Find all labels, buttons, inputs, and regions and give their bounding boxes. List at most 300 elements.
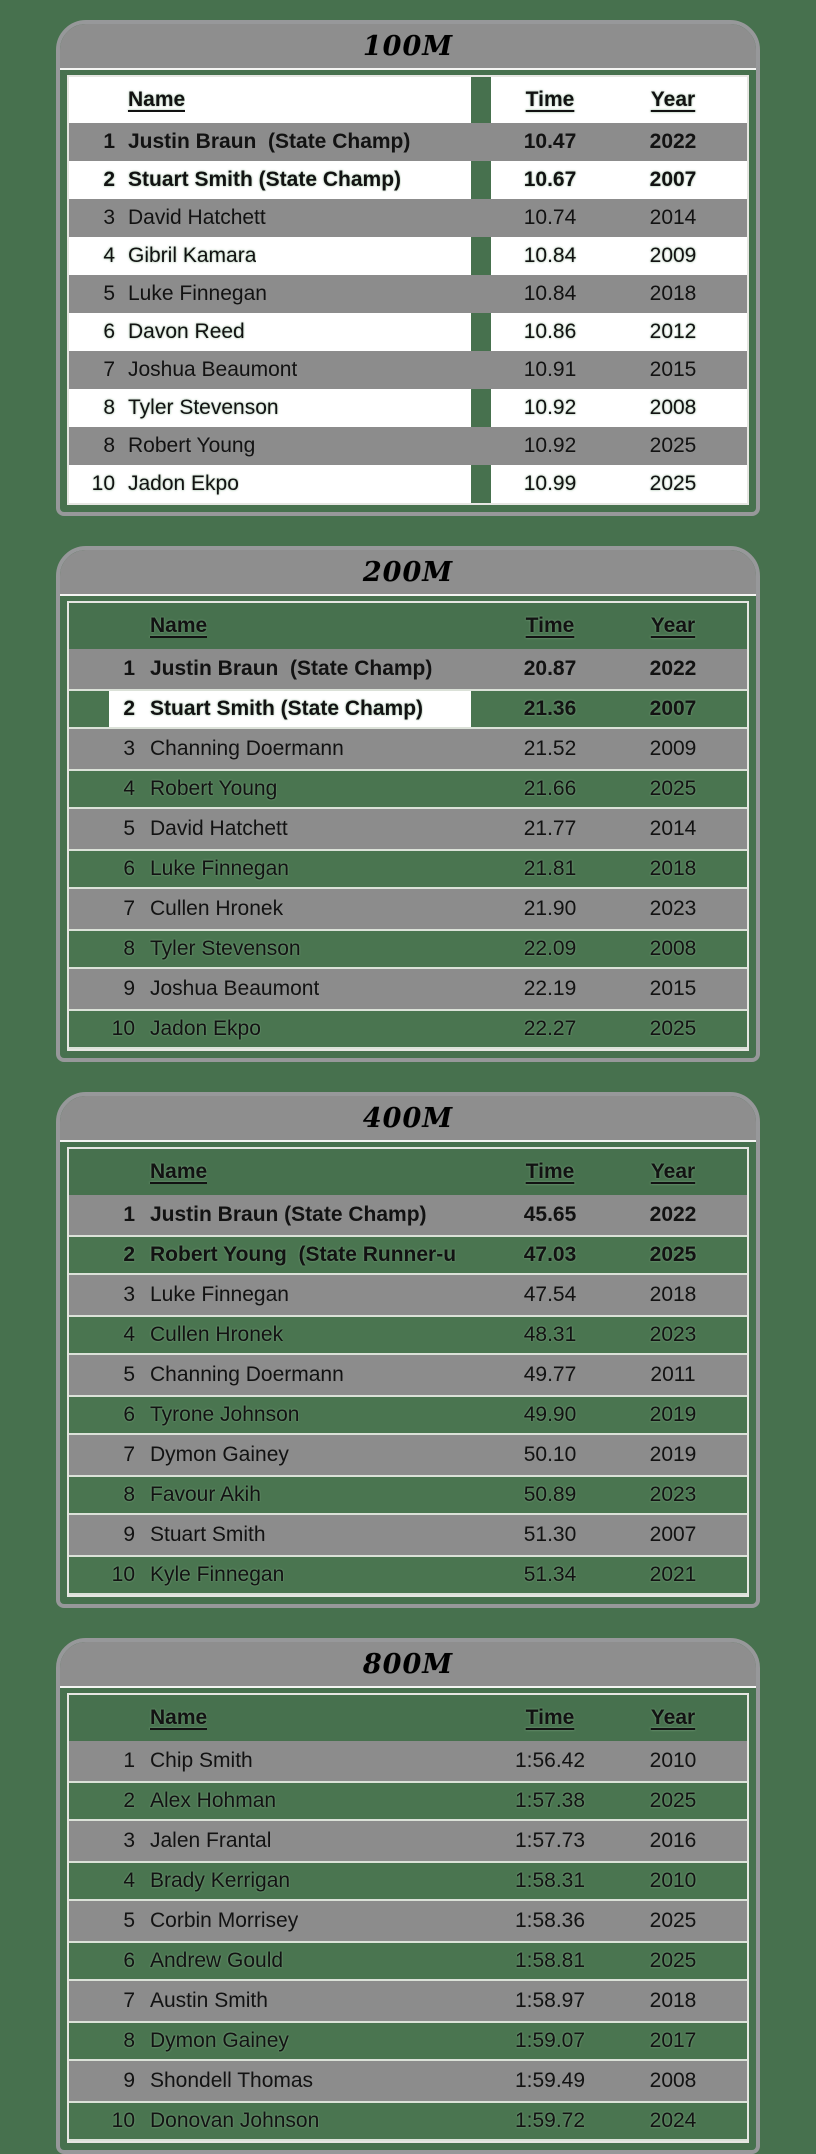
header-values-segment xyxy=(491,1149,747,1195)
column-header-time: Time xyxy=(525,614,575,637)
rank-cell: 1 xyxy=(123,657,135,680)
record-row xyxy=(69,1435,747,1475)
name-cell: Channing Doermann xyxy=(150,737,344,760)
rank-cell: 4 xyxy=(123,1323,135,1346)
row-name-segment xyxy=(69,1275,471,1315)
time-cell: 1:58.31 xyxy=(514,1869,586,1892)
year-cell: 2025 xyxy=(649,1017,697,1040)
row-name-segment xyxy=(69,1397,471,1433)
name-cell: Davon Reed xyxy=(128,320,245,343)
record-row xyxy=(69,2061,747,2101)
record-row xyxy=(69,1981,747,2021)
row-name-segment xyxy=(69,969,471,1009)
name-cell: Robert Young (State Runner-u xyxy=(150,1243,457,1266)
column-divider xyxy=(471,1195,491,1235)
row-name-segment xyxy=(69,809,471,849)
row-name-segment xyxy=(69,649,471,689)
header-row xyxy=(69,1695,747,1741)
column-divider xyxy=(471,1741,491,1781)
name-cell: Tyler Stevenson xyxy=(128,396,279,419)
record-row xyxy=(69,1741,747,1781)
rank-cell: 8 xyxy=(123,1483,135,1506)
rank-cell: 6 xyxy=(123,1403,135,1426)
row-name-segment xyxy=(69,851,471,887)
record-row xyxy=(69,1275,747,1315)
rank-cell: 3 xyxy=(103,206,115,229)
record-table-800m xyxy=(56,1638,760,2154)
row-values-segment xyxy=(491,1515,747,1555)
row-values-segment xyxy=(491,427,747,465)
record-row xyxy=(69,351,747,389)
row-values-segment xyxy=(491,649,747,689)
row-name-segment xyxy=(69,351,471,389)
column-divider xyxy=(471,691,491,727)
rank-cell: 10 xyxy=(111,1563,135,1586)
header-row xyxy=(69,603,747,649)
column-header-year: Year xyxy=(650,88,696,111)
time-cell: 22.19 xyxy=(523,977,577,1000)
rank-cell: 9 xyxy=(123,977,135,1000)
time-cell: 1:59.72 xyxy=(514,2109,586,2132)
row-name-segment xyxy=(69,771,471,807)
row-name-segment xyxy=(69,389,471,427)
rank-cell: 7 xyxy=(123,1443,135,1466)
year-cell: 2025 xyxy=(649,777,697,800)
header-name-segment xyxy=(69,1695,471,1741)
row-values-segment xyxy=(491,1275,747,1315)
rank-cell: 2 xyxy=(123,1789,135,1812)
column-divider xyxy=(471,2023,491,2059)
time-cell: 10.84 xyxy=(523,282,577,305)
year-cell: 2022 xyxy=(649,1203,697,1226)
row-values-segment xyxy=(491,1557,747,1593)
year-cell: 2012 xyxy=(649,320,697,343)
time-cell: 1:58.81 xyxy=(514,1949,586,1972)
header-values-segment xyxy=(491,1695,747,1741)
time-cell: 51.34 xyxy=(523,1563,577,1586)
row-values-segment xyxy=(491,1901,747,1941)
rank-cell: 7 xyxy=(123,1989,135,2012)
rank-cell: 5 xyxy=(123,817,135,840)
column-divider xyxy=(471,649,491,689)
row-values-segment xyxy=(491,389,747,427)
name-cell: Justin Braun (State Champ) xyxy=(128,130,411,153)
record-row xyxy=(69,1515,747,1555)
column-divider xyxy=(471,889,491,929)
time-cell: 22.27 xyxy=(523,1017,577,1040)
row-name-segment xyxy=(69,199,471,237)
year-cell: 2025 xyxy=(649,1949,697,1972)
record-row xyxy=(69,1195,747,1235)
rank-cell: 3 xyxy=(123,1829,135,1852)
record-row xyxy=(69,689,747,729)
column-divider xyxy=(471,77,491,123)
column-header-year: Year xyxy=(650,1706,696,1729)
row-name-segment xyxy=(69,931,471,967)
time-cell: 49.90 xyxy=(523,1403,577,1426)
name-cell: Shondell Thomas xyxy=(150,2069,314,2092)
time-cell: 10.99 xyxy=(523,472,577,495)
name-cell: Justin Braun (State Champ) xyxy=(150,657,433,680)
table-title: 400M xyxy=(362,1102,454,1134)
time-cell: 1:57.38 xyxy=(514,1789,586,1812)
year-cell: 2025 xyxy=(649,472,697,495)
year-cell: 2019 xyxy=(649,1443,697,1466)
column-divider xyxy=(471,1943,491,1979)
year-cell: 2025 xyxy=(649,1909,697,1932)
time-cell: 50.89 xyxy=(523,1483,577,1506)
name-cell: Luke Finnegan xyxy=(150,857,289,880)
row-name-segment xyxy=(69,2061,471,2101)
name-cell: Alex Hohman xyxy=(150,1789,277,1812)
year-cell: 2019 xyxy=(649,1403,697,1426)
year-cell: 2017 xyxy=(649,2029,697,2052)
time-cell: 47.54 xyxy=(523,1283,577,1306)
record-table-100m xyxy=(56,20,760,516)
row-values-segment xyxy=(491,275,747,313)
record-row xyxy=(69,969,747,1009)
year-cell: 2018 xyxy=(649,1989,697,2012)
column-divider xyxy=(471,1695,491,1741)
column-header-name: Name xyxy=(150,614,208,637)
name-cell: Jadon Ekpo xyxy=(150,1017,261,1040)
rank-cell: 4 xyxy=(103,244,115,267)
row-values-segment xyxy=(491,2023,747,2059)
column-header-year: Year xyxy=(650,1160,696,1183)
record-row xyxy=(69,1009,747,1049)
rank-cell: 1 xyxy=(123,1203,135,1226)
year-cell: 2009 xyxy=(649,244,697,267)
year-cell: 2007 xyxy=(649,1523,697,1546)
name-cell: Stuart Smith (State Champ) xyxy=(128,168,402,191)
record-row xyxy=(69,1555,747,1595)
rank-cell: 6 xyxy=(103,320,115,343)
column-divider xyxy=(471,729,491,769)
year-cell: 2021 xyxy=(649,1563,697,1586)
column-divider xyxy=(471,389,491,427)
column-divider xyxy=(471,465,491,503)
time-cell: 50.10 xyxy=(523,1443,577,1466)
row-values-segment xyxy=(491,199,747,237)
column-divider xyxy=(471,1515,491,1555)
year-cell: 2008 xyxy=(649,937,697,960)
record-row xyxy=(69,809,747,849)
table-body xyxy=(67,75,749,505)
row-name-segment xyxy=(69,1237,471,1273)
time-cell: 45.65 xyxy=(523,1203,577,1226)
record-row xyxy=(69,123,747,161)
record-row xyxy=(69,929,747,969)
name-cell: David Hatchett xyxy=(150,817,288,840)
row-name-segment xyxy=(69,1477,471,1513)
year-cell: 2014 xyxy=(649,206,697,229)
name-cell: Channing Doermann xyxy=(150,1363,344,1386)
row-values-segment xyxy=(491,237,747,275)
year-cell: 2007 xyxy=(649,697,697,720)
name-cell: Justin Braun (State Champ) xyxy=(150,1203,427,1226)
row-name-segment xyxy=(69,729,471,769)
column-divider xyxy=(471,1901,491,1941)
time-cell: 21.66 xyxy=(523,777,577,800)
year-cell: 2023 xyxy=(649,897,697,920)
column-divider xyxy=(471,161,491,199)
column-divider xyxy=(471,1011,491,1047)
year-cell: 2008 xyxy=(649,2069,697,2092)
rank-cell: 5 xyxy=(123,1909,135,1932)
time-cell: 10.86 xyxy=(523,320,577,343)
year-cell: 2014 xyxy=(649,817,697,840)
record-row xyxy=(69,889,747,929)
column-divider xyxy=(471,123,491,161)
row-values-segment xyxy=(491,1355,747,1395)
time-cell: 1:56.42 xyxy=(514,1749,586,1772)
year-cell: 2016 xyxy=(649,1829,697,1852)
column-header-time: Time xyxy=(525,1160,575,1183)
column-divider xyxy=(471,237,491,275)
row-values-segment xyxy=(491,1011,747,1047)
record-row xyxy=(69,1235,747,1275)
column-divider xyxy=(471,351,491,389)
rank-cell: 7 xyxy=(123,897,135,920)
column-divider xyxy=(471,931,491,967)
rank-cell: 8 xyxy=(103,396,115,419)
header-values-segment xyxy=(491,77,747,123)
name-cell: Stuart Smith xyxy=(150,1523,266,1546)
header-name-segment xyxy=(69,1149,471,1195)
time-cell: 21.36 xyxy=(523,697,577,720)
time-cell: 10.92 xyxy=(523,434,577,457)
record-row xyxy=(69,313,747,351)
year-cell: 2009 xyxy=(649,737,697,760)
row-name-segment xyxy=(69,1783,471,1819)
row-name-segment xyxy=(69,691,471,727)
header-name-segment xyxy=(69,603,471,649)
record-row xyxy=(69,199,747,237)
table-title-band xyxy=(60,1096,756,1142)
time-cell: 10.74 xyxy=(523,206,577,229)
record-row xyxy=(69,237,747,275)
name-cell: Stuart Smith (State Champ) xyxy=(150,697,424,720)
row-values-segment xyxy=(491,809,747,849)
rank-cell: 6 xyxy=(123,857,135,880)
row-name-segment xyxy=(69,1557,471,1593)
column-divider xyxy=(471,1317,491,1353)
row-name-segment xyxy=(69,1981,471,2021)
record-row xyxy=(69,1395,747,1435)
row-values-segment xyxy=(491,1741,747,1781)
time-cell: 1:58.97 xyxy=(514,1989,586,2012)
record-row xyxy=(69,649,747,689)
column-header-name: Name xyxy=(128,88,186,111)
name-cell: Gibril Kamara xyxy=(128,244,257,267)
row-values-segment xyxy=(491,2061,747,2101)
name-cell: Dymon Gainey xyxy=(150,2029,289,2052)
rank-cell: 3 xyxy=(123,1283,135,1306)
header-row xyxy=(69,77,747,123)
row-values-segment xyxy=(491,1783,747,1819)
time-cell: 49.77 xyxy=(523,1363,577,1386)
time-cell: 10.91 xyxy=(523,358,577,381)
column-divider xyxy=(471,1981,491,2021)
time-cell: 10.92 xyxy=(523,396,577,419)
table-title-band xyxy=(60,550,756,596)
row-values-segment xyxy=(491,1943,747,1979)
column-header-name: Name xyxy=(150,1160,208,1183)
column-divider xyxy=(471,1557,491,1593)
name-cell: Chip Smith xyxy=(150,1749,253,1772)
row-values-segment xyxy=(491,1435,747,1475)
record-row xyxy=(69,275,747,313)
name-cell: Kyle Finnegan xyxy=(150,1563,285,1586)
time-cell: 21.52 xyxy=(523,737,577,760)
rank-cell: 4 xyxy=(123,1869,135,1892)
name-cell: Robert Young xyxy=(150,777,278,800)
name-cell: Favour Akih xyxy=(150,1483,261,1506)
row-name-segment xyxy=(69,275,471,313)
record-row xyxy=(69,465,747,503)
row-values-segment xyxy=(491,2103,747,2139)
time-cell: 10.47 xyxy=(523,130,577,153)
row-values-segment xyxy=(491,851,747,887)
column-divider xyxy=(471,809,491,849)
rank-cell: 1 xyxy=(123,1749,135,1772)
row-name-segment xyxy=(69,1355,471,1395)
time-cell: 1:57.73 xyxy=(514,1829,586,1852)
record-row xyxy=(69,849,747,889)
year-cell: 2022 xyxy=(649,130,697,153)
row-values-segment xyxy=(491,313,747,351)
row-name-segment xyxy=(69,427,471,465)
year-cell: 2018 xyxy=(649,1283,697,1306)
row-values-segment xyxy=(491,969,747,1009)
column-divider xyxy=(471,1397,491,1433)
column-divider xyxy=(471,1275,491,1315)
column-divider xyxy=(471,1149,491,1195)
row-name-segment xyxy=(69,1901,471,1941)
rank-cell: 1 xyxy=(103,130,115,153)
column-header-year: Year xyxy=(650,614,696,637)
row-values-segment xyxy=(491,1821,747,1861)
column-divider xyxy=(471,603,491,649)
year-cell: 2007 xyxy=(649,168,697,191)
record-table-400m xyxy=(56,1092,760,1608)
rank-cell: 9 xyxy=(123,2069,135,2092)
row-name-segment xyxy=(69,1195,471,1235)
row-name-segment xyxy=(69,1435,471,1475)
row-values-segment xyxy=(491,931,747,967)
table-title-band xyxy=(60,1642,756,1688)
rank-cell: 5 xyxy=(123,1363,135,1386)
record-row xyxy=(69,2021,747,2061)
year-cell: 2023 xyxy=(649,1483,697,1506)
time-cell: 1:58.36 xyxy=(514,1909,586,1932)
column-header-time: Time xyxy=(525,1706,575,1729)
column-divider xyxy=(471,851,491,887)
column-divider xyxy=(471,1783,491,1819)
record-row xyxy=(69,161,747,199)
row-name-segment xyxy=(69,1515,471,1555)
name-cell: Brady Kerrigan xyxy=(150,1869,291,1892)
column-divider xyxy=(471,2061,491,2101)
table-body xyxy=(67,1147,749,1597)
record-row xyxy=(69,729,747,769)
time-cell: 1:59.49 xyxy=(514,2069,586,2092)
record-row xyxy=(69,2101,747,2141)
rank-cell: 2 xyxy=(123,1243,135,1266)
row-name-segment xyxy=(69,161,471,199)
table-title: 100M xyxy=(362,30,454,62)
column-divider xyxy=(471,1821,491,1861)
column-divider xyxy=(471,1355,491,1395)
time-cell: 10.67 xyxy=(523,168,577,191)
time-cell: 1:59.07 xyxy=(514,2029,586,2052)
record-row xyxy=(69,1941,747,1981)
column-divider xyxy=(471,2103,491,2139)
row-name-segment xyxy=(69,2103,471,2139)
record-row xyxy=(69,427,747,465)
header-row xyxy=(69,1149,747,1195)
row-values-segment xyxy=(491,1397,747,1433)
year-cell: 2025 xyxy=(649,1789,697,1812)
record-row xyxy=(69,1355,747,1395)
name-cell: Joshua Beaumont xyxy=(150,977,320,1000)
column-divider xyxy=(471,313,491,351)
time-cell: 10.84 xyxy=(523,244,577,267)
table-body xyxy=(67,601,749,1051)
row-name-segment xyxy=(69,1821,471,1861)
row-name-segment xyxy=(69,1741,471,1781)
name-cell: Tyrone Johnson xyxy=(150,1403,300,1426)
rank-cell: 2 xyxy=(103,168,115,191)
year-cell: 2010 xyxy=(649,1749,697,1772)
record-row xyxy=(69,1901,747,1941)
year-cell: 2015 xyxy=(649,977,697,1000)
row-values-segment xyxy=(491,1477,747,1513)
record-row xyxy=(69,389,747,427)
time-cell: 51.30 xyxy=(523,1523,577,1546)
name-cell: Dymon Gainey xyxy=(150,1443,289,1466)
row-values-segment xyxy=(491,123,747,161)
record-row xyxy=(69,769,747,809)
rank-cell: 8 xyxy=(103,434,115,457)
column-divider xyxy=(471,427,491,465)
name-cell: Jalen Frantal xyxy=(150,1829,272,1852)
name-cell: David Hatchett xyxy=(128,206,266,229)
row-name-segment xyxy=(69,313,471,351)
column-divider xyxy=(471,1435,491,1475)
time-cell: 22.09 xyxy=(523,937,577,960)
time-cell: 47.03 xyxy=(523,1243,577,1266)
year-cell: 2025 xyxy=(649,1243,697,1266)
column-header-time: Time xyxy=(525,88,575,111)
name-cell: Andrew Gould xyxy=(150,1949,284,1972)
year-cell: 2018 xyxy=(649,282,697,305)
year-cell: 2008 xyxy=(649,396,697,419)
rank-cell: 4 xyxy=(123,777,135,800)
row-values-segment xyxy=(491,1317,747,1353)
row-values-segment xyxy=(491,771,747,807)
column-header-name: Name xyxy=(150,1706,208,1729)
year-cell: 2022 xyxy=(649,657,697,680)
year-cell: 2023 xyxy=(649,1323,697,1346)
table-title: 200M xyxy=(362,556,454,588)
row-name-segment xyxy=(69,1011,471,1047)
rank-cell: 6 xyxy=(123,1949,135,1972)
column-divider xyxy=(471,771,491,807)
time-cell: 21.77 xyxy=(523,817,577,840)
rank-cell: 8 xyxy=(123,2029,135,2052)
record-row xyxy=(69,1781,747,1821)
